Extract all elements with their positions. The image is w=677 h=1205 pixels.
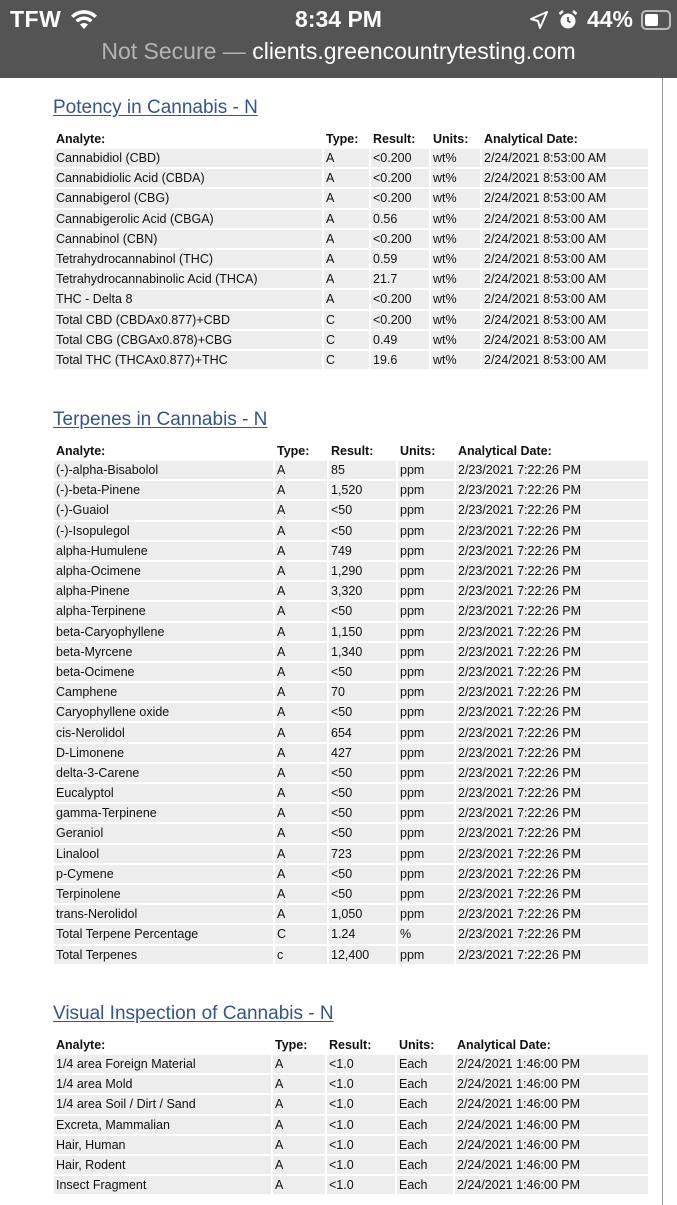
cell-units: ppm [398, 946, 454, 964]
table-row [54, 481, 648, 499]
cell-analyte: Linalool [54, 845, 273, 863]
cell-units: Each [397, 1176, 453, 1194]
cell-units: ppm [398, 562, 454, 580]
cell-analyte: Total Terpenes [54, 946, 273, 964]
cell-date: 2/23/2021 7:22:26 PM [456, 522, 648, 540]
not-secure-label: Not Secure — [101, 38, 246, 64]
cell-date: 2/24/2021 8:53:00 AM [482, 311, 648, 329]
cell-result: 1,050 [329, 905, 396, 923]
cell-result: <0.200 [371, 169, 429, 187]
cell-analyte: alpha-Terpinene [54, 602, 273, 620]
page-edge-line [662, 78, 663, 1205]
cell-units: ppm [398, 461, 454, 479]
table-row [54, 1116, 648, 1134]
cell-analyte: Excreta, Mammalian [54, 1116, 271, 1134]
cell-type: A [275, 784, 327, 802]
table-row [54, 311, 648, 329]
cell-analyte: Hair, Human [54, 1136, 271, 1154]
cell-type: A [275, 723, 327, 741]
cell-analyte: Cannabinol (CBN) [54, 230, 322, 248]
cell-units: % [398, 925, 454, 943]
table-row [54, 230, 648, 248]
cell-date: 2/24/2021 1:46:00 PM [455, 1055, 648, 1073]
cell-result: <50 [329, 885, 396, 903]
cell-date: 2/23/2021 7:22:26 PM [456, 663, 648, 681]
table-row [54, 804, 648, 822]
header-type: Type: [275, 1038, 308, 1052]
cell-date: 2/23/2021 7:22:26 PM [456, 744, 648, 762]
cell-type: A [324, 189, 369, 207]
cell-analyte: beta-Caryophyllene [54, 623, 273, 641]
cell-date: 2/23/2021 7:22:26 PM [456, 723, 648, 741]
cell-date: 2/24/2021 8:53:00 AM [482, 230, 648, 248]
cell-result: <1.0 [327, 1075, 395, 1093]
cell-type: A [275, 683, 327, 701]
cell-type: A [273, 1075, 325, 1093]
cell-analyte: (-)-alpha-Bisabolol [54, 461, 273, 479]
header-result: Result: [373, 132, 416, 146]
table-row [54, 1055, 648, 1073]
cell-result: 3,320 [329, 582, 396, 600]
url-host: clients.greencountrytesting.com [252, 38, 576, 64]
cell-units: wt% [431, 270, 480, 288]
table-row [54, 905, 648, 923]
header-analyte: Analyte: [56, 1038, 106, 1052]
cell-analyte: alpha-Ocimene [54, 562, 273, 580]
cell-result: 749 [329, 542, 396, 560]
cell-date: 2/23/2021 7:22:26 PM [456, 542, 648, 560]
cell-units: ppm [398, 824, 454, 842]
header-date: Analytical Date: [458, 444, 552, 458]
cell-date: 2/23/2021 7:22:26 PM [456, 865, 648, 883]
cell-type: A [324, 270, 369, 288]
cell-type: A [275, 804, 327, 822]
cell-date: 2/24/2021 8:53:00 AM [482, 210, 648, 228]
cell-date: 2/24/2021 8:53:00 AM [482, 169, 648, 187]
cell-analyte: Camphene [54, 683, 273, 701]
table-row [54, 865, 648, 883]
cell-result: 1,290 [329, 562, 396, 580]
cell-date: 2/24/2021 1:46:00 PM [455, 1116, 648, 1134]
cell-units: ppm [398, 744, 454, 762]
cell-result: <50 [329, 764, 396, 782]
cell-type: A [273, 1176, 325, 1194]
cell-type: A [275, 865, 327, 883]
cell-units: wt% [431, 331, 480, 349]
potency-table [52, 129, 650, 371]
table-row [54, 946, 648, 964]
cell-result: <0.200 [371, 149, 429, 167]
header-analyte: Analyte: [56, 444, 106, 458]
carrier-label: TFW [10, 6, 62, 32]
header-result: Result: [329, 1038, 372, 1052]
cell-analyte: Total CBD (CBDAx0.877)+CBD [54, 311, 322, 329]
table-header-row [54, 1037, 648, 1053]
cell-date: 2/23/2021 7:22:26 PM [456, 461, 648, 479]
cell-analyte: Total Terpene Percentage [54, 925, 273, 943]
cell-date: 2/24/2021 8:53:00 AM [482, 189, 648, 207]
table-row [54, 643, 648, 661]
cell-units: ppm [398, 865, 454, 883]
battery-icon [641, 10, 671, 30]
cell-result: <50 [329, 865, 396, 883]
potency-section [53, 95, 649, 371]
cell-result: 427 [329, 744, 396, 762]
cell-date: 2/23/2021 7:22:26 PM [456, 703, 648, 721]
cell-units: ppm [398, 501, 454, 519]
cell-analyte: 1/4 area Foreign Material [54, 1055, 271, 1073]
cell-units: Each [397, 1116, 453, 1134]
table-row [54, 149, 648, 167]
cell-result: <1.0 [327, 1116, 395, 1134]
cell-units: ppm [398, 602, 454, 620]
cell-analyte: (-)-beta-Pinene [54, 481, 273, 499]
table-row [54, 562, 648, 580]
cell-date: 2/23/2021 7:22:26 PM [456, 501, 648, 519]
visual-inspection-table [52, 1035, 650, 1196]
clock: 8:34 PM [295, 6, 382, 32]
table-row [54, 189, 648, 207]
cell-result: <0.200 [371, 189, 429, 207]
cell-units: Each [397, 1136, 453, 1154]
cell-type: A [324, 210, 369, 228]
header-units: Units: [433, 132, 469, 146]
cell-result: <0.200 [371, 230, 429, 248]
cell-result: 1,520 [329, 481, 396, 499]
cell-result: <1.0 [327, 1095, 395, 1113]
potency-title-link[interactable]: Potency in Cannabis - N [53, 97, 258, 118]
cell-units: ppm [398, 885, 454, 903]
cell-date: 2/24/2021 8:53:00 AM [482, 351, 648, 369]
cell-units: ppm [398, 764, 454, 782]
cell-type: A [275, 643, 327, 661]
cell-type: A [275, 522, 327, 540]
cell-result: 1,150 [329, 623, 396, 641]
cell-analyte: Eucalyptol [54, 784, 273, 802]
header-date: Analytical Date: [457, 1038, 551, 1052]
table-row [54, 542, 648, 560]
cell-result: <50 [329, 501, 396, 519]
cell-units: ppm [398, 683, 454, 701]
cell-type: C [324, 311, 369, 329]
cell-date: 2/23/2021 7:22:26 PM [456, 784, 648, 802]
cell-analyte: (-)-Isopulegol [54, 522, 273, 540]
cell-type: C [324, 351, 369, 369]
cell-result: 1,340 [329, 643, 396, 661]
cell-result: 85 [329, 461, 396, 479]
header-result: Result: [331, 444, 374, 458]
cell-units: ppm [398, 784, 454, 802]
cell-analyte: 1/4 area Mold [54, 1075, 271, 1093]
cell-units: Each [397, 1075, 453, 1093]
cell-result: 21.7 [371, 270, 429, 288]
cell-type: A [275, 663, 327, 681]
cell-analyte: Tetrahydrocannabinolic Acid (THCA) [54, 270, 322, 288]
cell-result: <50 [329, 602, 396, 620]
cell-type: A [324, 230, 369, 248]
cell-date: 2/23/2021 7:22:26 PM [456, 643, 648, 661]
cell-result: <50 [329, 804, 396, 822]
table-row [54, 501, 648, 519]
cell-units: ppm [398, 643, 454, 661]
cell-type: A [324, 169, 369, 187]
cell-result: <0.200 [371, 311, 429, 329]
cell-analyte: Caryophyllene oxide [54, 703, 273, 721]
cell-type: A [273, 1055, 325, 1073]
location-arrow-icon [529, 10, 549, 30]
cell-type: A [324, 290, 369, 308]
cell-analyte: alpha-Humulene [54, 542, 273, 560]
cell-result: 0.59 [371, 250, 429, 268]
cell-analyte: 1/4 area Soil / Dirt / Sand [54, 1095, 271, 1113]
table-row [54, 683, 648, 701]
cell-units: ppm [398, 845, 454, 863]
cell-units: ppm [398, 905, 454, 923]
cell-analyte: Terpinolene [54, 885, 273, 903]
table-row [54, 169, 648, 187]
table-row [54, 703, 648, 721]
cell-type: A [275, 905, 327, 923]
table-row [54, 290, 648, 308]
cell-analyte: Total CBG (CBGAx0.878)+CBG [54, 331, 322, 349]
cell-date: 2/23/2021 7:22:26 PM [456, 824, 648, 842]
cell-analyte: beta-Ocimene [54, 663, 273, 681]
cell-result: <1.0 [327, 1176, 395, 1194]
table-row [54, 663, 648, 681]
cell-date: 2/23/2021 7:22:26 PM [456, 845, 648, 863]
cell-result: 0.49 [371, 331, 429, 349]
cell-analyte: alpha-Pinene [54, 582, 273, 600]
cell-units: wt% [431, 311, 480, 329]
cell-type: C [324, 331, 369, 349]
cell-analyte: beta-Myrcene [54, 643, 273, 661]
header-units: Units: [400, 444, 436, 458]
cell-date: 2/24/2021 8:53:00 AM [482, 290, 648, 308]
cell-units: wt% [431, 351, 480, 369]
cell-analyte: Cannabigerol (CBG) [54, 189, 322, 207]
cell-date: 2/24/2021 8:53:00 AM [482, 331, 648, 349]
cell-type: A [275, 542, 327, 560]
cell-analyte: trans-Nerolidol [54, 905, 273, 923]
visual-inspection-section [53, 1001, 649, 1196]
cell-type: A [275, 582, 327, 600]
cell-units: ppm [398, 703, 454, 721]
cell-date: 2/24/2021 8:53:00 AM [482, 250, 648, 268]
cell-units: wt% [431, 189, 480, 207]
cell-type: C [275, 925, 327, 943]
table-row [54, 885, 648, 903]
cell-analyte: gamma-Terpinene [54, 804, 273, 822]
cell-date: 2/24/2021 8:53:00 AM [482, 149, 648, 167]
cell-type: A [275, 461, 327, 479]
cell-type: A [324, 250, 369, 268]
cell-units: wt% [431, 210, 480, 228]
cell-date: 2/24/2021 1:46:00 PM [455, 1075, 648, 1093]
table-row [54, 331, 648, 349]
cell-units: Each [397, 1055, 453, 1073]
cell-result: <50 [329, 703, 396, 721]
cell-analyte: Cannabidiol (CBD) [54, 149, 322, 167]
battery-percent: 44% [586, 6, 633, 32]
table-row [54, 824, 648, 842]
cell-result: 0.56 [371, 210, 429, 228]
cell-type: A [275, 845, 327, 863]
cell-analyte: Hair, Rodent [54, 1156, 271, 1174]
cell-units: wt% [431, 149, 480, 167]
table-row [54, 270, 648, 288]
status-icons [529, 6, 671, 33]
cell-type: A [273, 1156, 325, 1174]
cell-analyte: Cannabidiolic Acid (CBDA) [54, 169, 322, 187]
table-row [54, 461, 648, 479]
cell-date: 2/24/2021 8:53:00 AM [482, 270, 648, 288]
cell-result: <1.0 [327, 1136, 395, 1154]
table-row [54, 1176, 648, 1194]
cell-type: A [275, 623, 327, 641]
cell-units: ppm [398, 522, 454, 540]
table-row [54, 351, 648, 369]
cell-analyte: Total THC (THCAx0.877)+THC [54, 351, 322, 369]
header-date: Analytical Date: [484, 132, 578, 146]
cell-units: wt% [431, 250, 480, 268]
header-type: Type: [277, 444, 310, 458]
cell-units: ppm [398, 723, 454, 741]
cell-type: A [275, 885, 327, 903]
cell-date: 2/23/2021 7:22:26 PM [456, 946, 648, 964]
cell-result: <0.200 [371, 290, 429, 308]
header-type: Type: [326, 132, 359, 146]
cell-date: 2/23/2021 7:22:26 PM [456, 562, 648, 580]
url-bar[interactable] [0, 38, 677, 65]
browser-status-bar [0, 0, 677, 78]
table-row [54, 1095, 648, 1113]
terpenes-title-link[interactable]: Terpenes in Cannabis - N [53, 409, 268, 430]
cell-analyte: Tetrahydrocannabinol (THC) [54, 250, 322, 268]
cell-units: Each [397, 1156, 453, 1174]
cell-result: <50 [329, 784, 396, 802]
cell-date: 2/23/2021 7:22:26 PM [456, 623, 648, 641]
cell-result: 1.24 [329, 925, 396, 943]
table-row [54, 723, 648, 741]
cell-units: ppm [398, 582, 454, 600]
cell-date: 2/24/2021 1:46:00 PM [455, 1095, 648, 1113]
cell-type: A [275, 764, 327, 782]
cell-date: 2/23/2021 7:22:26 PM [456, 683, 648, 701]
cell-date: 2/24/2021 1:46:00 PM [455, 1176, 648, 1194]
header-analyte: Analyte: [56, 132, 106, 146]
table-row [54, 845, 648, 863]
cell-date: 2/24/2021 1:46:00 PM [455, 1156, 648, 1174]
cell-type: A [275, 501, 327, 519]
cell-type: A [273, 1095, 325, 1113]
cell-date: 2/23/2021 7:22:26 PM [456, 804, 648, 822]
table-row [54, 623, 648, 641]
visual-inspection-title-link[interactable]: Visual Inspection of Cannabis - N [53, 1003, 334, 1024]
table-row [54, 1075, 648, 1093]
cell-units: wt% [431, 169, 480, 187]
cell-result: 19.6 [371, 351, 429, 369]
cell-result: 70 [329, 683, 396, 701]
cell-units: wt% [431, 230, 480, 248]
cell-result: 12,400 [329, 946, 396, 964]
terpenes-table [52, 441, 650, 966]
table-row [54, 582, 648, 600]
alarm-icon [557, 9, 579, 31]
terpenes-section [53, 407, 649, 966]
cell-type: A [275, 703, 327, 721]
table-row [54, 210, 648, 228]
cell-result: <1.0 [327, 1055, 395, 1073]
cell-analyte: THC - Delta 8 [54, 290, 322, 308]
header-units: Units: [399, 1038, 435, 1052]
table-row [54, 784, 648, 802]
table-header-row [54, 443, 648, 459]
cell-type: A [275, 562, 327, 580]
cell-units: ppm [398, 481, 454, 499]
table-row [54, 522, 648, 540]
cell-result: 654 [329, 723, 396, 741]
cell-date: 2/23/2021 7:22:26 PM [456, 582, 648, 600]
table-header-row [54, 131, 648, 147]
cell-date: 2/23/2021 7:22:26 PM [456, 764, 648, 782]
cell-analyte: Cannabigerolic Acid (CBGA) [54, 210, 322, 228]
cell-units: ppm [398, 623, 454, 641]
cell-type: A [275, 744, 327, 762]
cell-analyte: (-)-Guaiol [54, 501, 273, 519]
cell-date: 2/23/2021 7:22:26 PM [456, 925, 648, 943]
cell-analyte: D-Limonene [54, 744, 273, 762]
cell-analyte: delta-3-Carene [54, 764, 273, 782]
table-row [54, 925, 648, 943]
table-row [54, 764, 648, 782]
cell-units: wt% [431, 290, 480, 308]
cell-analyte: Insect Fragment [54, 1176, 271, 1194]
cell-units: ppm [398, 542, 454, 560]
cell-date: 2/23/2021 7:22:26 PM [456, 602, 648, 620]
table-row [54, 1156, 648, 1174]
cell-type: A [324, 149, 369, 167]
cell-result: 723 [329, 845, 396, 863]
cell-analyte: cis-Nerolidol [54, 723, 273, 741]
table-row [54, 1136, 648, 1154]
cell-analyte: Geraniol [54, 824, 273, 842]
cell-result: <50 [329, 663, 396, 681]
table-row [54, 250, 648, 268]
cell-result: <1.0 [327, 1156, 395, 1174]
cell-type: c [275, 946, 327, 964]
table-row [54, 602, 648, 620]
cell-date: 2/23/2021 7:22:26 PM [456, 905, 648, 923]
cell-type: A [273, 1136, 325, 1154]
cell-type: A [275, 824, 327, 842]
table-row [54, 744, 648, 762]
cell-units: Each [397, 1095, 453, 1113]
cell-date: 2/24/2021 1:46:00 PM [455, 1136, 648, 1154]
cell-type: A [275, 602, 327, 620]
cell-type: A [275, 481, 327, 499]
cell-units: ppm [398, 804, 454, 822]
cell-result: <50 [329, 824, 396, 842]
cell-date: 2/23/2021 7:22:26 PM [456, 481, 648, 499]
cell-result: <50 [329, 522, 396, 540]
cell-date: 2/23/2021 7:22:26 PM [456, 885, 648, 903]
cell-units: ppm [398, 663, 454, 681]
cell-type: A [273, 1116, 325, 1134]
cell-analyte: p-Cymene [54, 865, 273, 883]
